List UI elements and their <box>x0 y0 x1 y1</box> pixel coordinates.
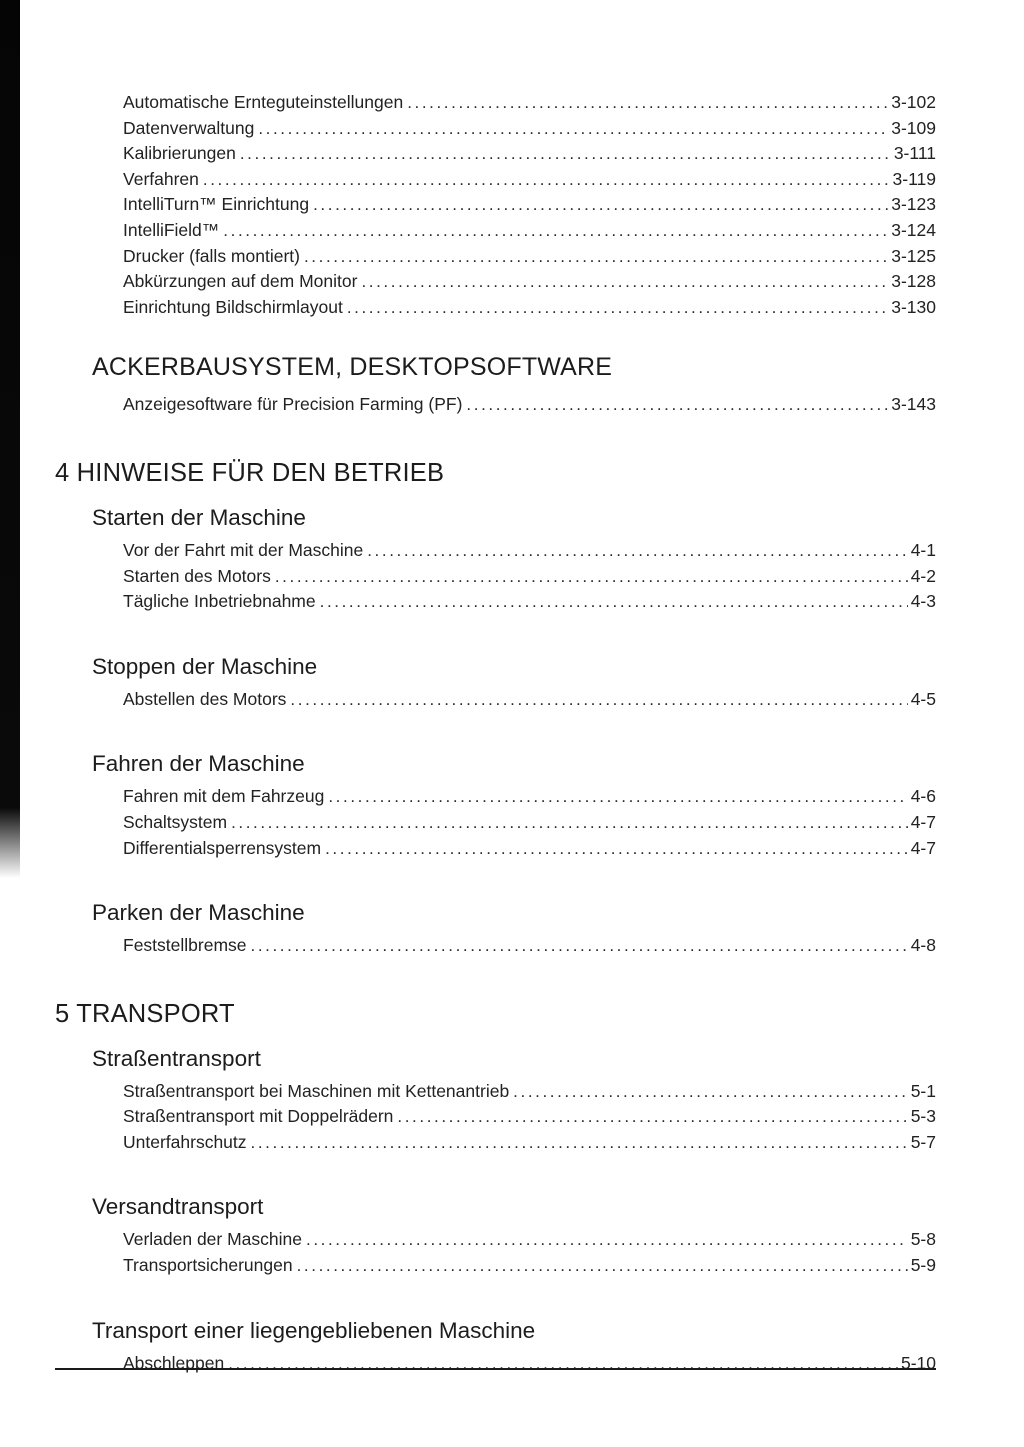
scan-edge-artifact <box>0 0 20 878</box>
toc-entry-page-number: 4-1 <box>910 539 936 560</box>
toc-entry <box>55 589 936 615</box>
toc-entry-title: Starten des Motors <box>123 565 271 586</box>
dot-leader <box>228 1351 898 1377</box>
toc-entry-group <box>55 392 936 418</box>
dot-leader <box>223 218 888 244</box>
toc-entry <box>55 810 936 836</box>
toc-entry-page-number: 4-5 <box>910 688 936 709</box>
toc-entry <box>55 1227 936 1253</box>
toc-entry-group <box>55 1079 936 1156</box>
toc-entry-group <box>55 1351 936 1377</box>
toc-entry-title: Abstellen des Motors <box>123 688 287 709</box>
dot-leader <box>251 933 908 959</box>
dot-leader <box>367 538 907 564</box>
toc-entry <box>55 1104 936 1130</box>
dot-leader <box>251 1130 908 1156</box>
dot-leader <box>203 167 890 193</box>
dot-leader <box>466 392 888 418</box>
toc-entry-group <box>55 933 936 959</box>
toc-entry-title: IntelliField™ <box>123 219 220 240</box>
toc-entry-page-number: 3-128 <box>891 271 936 292</box>
toc-entry <box>55 392 936 418</box>
toc-entry <box>55 1351 936 1377</box>
toc-entry-title: Unterfahrschutz <box>123 1131 247 1152</box>
toc-entry-title: Feststellbremse <box>123 935 247 956</box>
dot-leader <box>306 1227 908 1253</box>
toc-entry-title: Straßentransport bei Maschinen mit Kettenantrieb <box>123 1080 510 1101</box>
dot-leader <box>297 1253 908 1279</box>
dot-leader <box>304 244 888 270</box>
dot-leader <box>313 192 888 218</box>
toc-entry <box>55 687 936 713</box>
toc-entry <box>55 116 936 142</box>
sub-heading: Transport einer liegengebliebenen Maschine <box>92 1317 536 1343</box>
toc-entry-title: Drucker (falls montiert) <box>123 245 300 266</box>
toc-entry <box>55 784 936 810</box>
toc-entry-page-number: 3-119 <box>892 168 936 189</box>
dot-leader <box>320 589 908 615</box>
toc-entry-page-number: 5-9 <box>910 1255 936 1276</box>
sub-heading: Versandtransport <box>92 1194 264 1220</box>
toc-entry <box>55 141 936 167</box>
dot-leader <box>407 90 888 116</box>
toc-entry-title: Kalibrierungen <box>123 143 236 164</box>
toc-entry-page-number: 3-130 <box>891 296 936 317</box>
toc-entry-page-number: 3-143 <box>891 394 936 415</box>
toc-entry-page-number: 5-3 <box>910 1106 936 1127</box>
toc-entry-title: Tägliche Inbetriebnahme <box>123 591 316 612</box>
toc-entry <box>55 564 936 590</box>
dot-leader <box>328 784 907 810</box>
toc-entry-title: IntelliTurn™ Einrichtung <box>123 194 310 215</box>
toc-entry-title: Verfahren <box>123 168 199 189</box>
toc-entry-title: Transportsicherungen <box>123 1255 293 1276</box>
toc-entry <box>55 836 936 862</box>
dot-leader <box>513 1079 908 1105</box>
dot-leader <box>290 687 907 713</box>
toc-entry-group <box>55 1227 936 1278</box>
dot-leader <box>325 836 908 862</box>
chapter-heading: 4 HINWEISE FÜR DEN BETRIEB <box>55 458 445 487</box>
toc-entry-page-number: 3-125 <box>891 245 936 266</box>
toc-entry-page-number: 3-111 <box>893 143 936 164</box>
toc-entry-title: Abkürzungen auf dem Monitor <box>123 271 358 292</box>
toc-content <box>55 90 936 1376</box>
toc-entry <box>55 1130 936 1156</box>
sub-heading: Parken der Maschine <box>92 900 305 926</box>
dot-leader <box>231 810 908 836</box>
toc-entry <box>55 1079 936 1105</box>
toc-entry <box>55 167 936 193</box>
toc-entry <box>55 933 936 959</box>
toc-entry-group <box>55 90 936 320</box>
toc-entry-page-number: 3-109 <box>891 117 936 138</box>
dot-leader <box>240 141 891 167</box>
dot-leader <box>361 269 888 295</box>
toc-entry <box>55 218 936 244</box>
toc-entry <box>55 295 936 321</box>
section-heading: ACKERBAUSYSTEM, DESKTOPSOFTWARE <box>92 353 613 382</box>
toc-entry-page-number: 4-6 <box>910 786 936 807</box>
sub-heading: Fahren der Maschine <box>92 751 305 777</box>
toc-entry-group <box>55 538 936 615</box>
sub-heading: Stoppen der Maschine <box>92 653 318 679</box>
toc-entry-title: Schaltsystem <box>123 811 228 832</box>
dot-leader <box>258 116 888 142</box>
toc-entry-page-number: 3-124 <box>891 219 936 240</box>
dot-leader <box>275 564 908 590</box>
dot-leader <box>347 295 888 321</box>
toc-entry <box>55 192 936 218</box>
toc-entry <box>55 244 936 270</box>
toc-entry <box>55 269 936 295</box>
toc-entry-page-number: 5-7 <box>910 1131 936 1152</box>
toc-entry-page-number: 4-7 <box>910 837 936 858</box>
dot-leader <box>397 1104 907 1130</box>
toc-entry-page-number: 5-1 <box>910 1080 936 1101</box>
sub-heading: Straßentransport <box>92 1045 261 1071</box>
toc-entry-title: Automatische Ernteguteinstellungen <box>123 92 404 112</box>
toc-entry <box>55 90 936 116</box>
toc-entry-page-number: 4-2 <box>910 565 936 586</box>
toc-entry-group <box>55 687 936 713</box>
toc-entry <box>55 1253 936 1279</box>
toc-entry-page-number: 4-8 <box>910 935 936 956</box>
toc-entry-title: Einrichtung Bildschirmlayout <box>123 296 343 317</box>
toc-entry-title: Fahren mit dem Fahrzeug <box>123 786 325 807</box>
toc-entry-title: Anzeigesoftware für Precision Farming (PF) <box>123 394 463 415</box>
toc-entry <box>55 538 936 564</box>
toc-entry-page-number: 5-8 <box>910 1229 936 1250</box>
footer-rule <box>55 1368 936 1370</box>
toc-entry-page-number: 3-123 <box>891 194 936 215</box>
sub-heading: Starten der Maschine <box>92 504 306 530</box>
toc-entry-page-number: 4-3 <box>910 591 936 612</box>
toc-entry-page-number: 3-102 <box>891 92 936 112</box>
toc-entry-page-number: 5-10 <box>900 1352 936 1373</box>
chapter-heading: 5 TRANSPORT <box>55 999 235 1028</box>
toc-entry-title: Abschleppen <box>123 1352 225 1373</box>
toc-entry-group <box>55 784 936 861</box>
toc-entry-title: Datenverwaltung <box>123 117 255 138</box>
toc-entry-title: Straßentransport mit Doppelrädern <box>123 1106 394 1127</box>
toc-entry-title: Differentialsperrensystem <box>123 837 322 858</box>
toc-entry-page-number: 4-7 <box>910 811 936 832</box>
toc-entry-title: Vor der Fahrt mit der Maschine <box>123 539 364 560</box>
toc-entry-title: Verladen der Maschine <box>123 1229 302 1250</box>
